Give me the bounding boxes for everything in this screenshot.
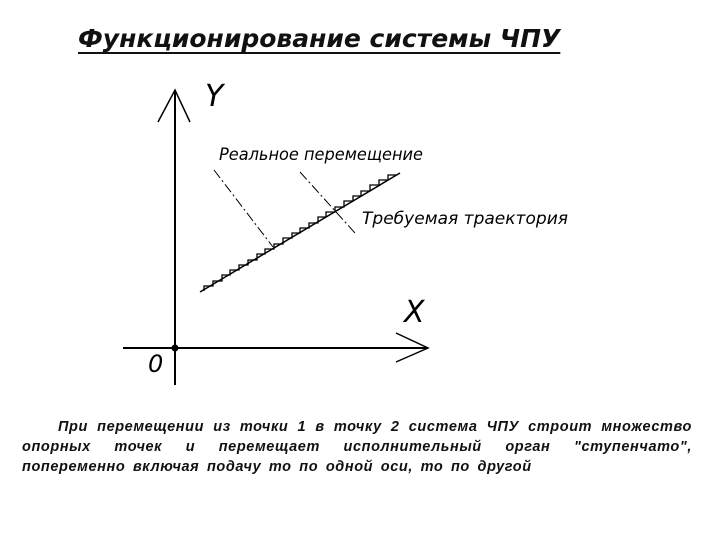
- origin-point: [172, 345, 179, 352]
- label-real-movement: Реальное перемещение: [219, 145, 423, 165]
- axis-y-label: Y: [205, 79, 224, 114]
- description-text: При перемещении из точки 1 в точку 2 система ЧПУ строит множество опорных точек и перемещает исполнительный орган "ступенчато", попеременно включая подачу то по одной оси, то по другой: [22, 419, 692, 475]
- origin-label: 0: [148, 350, 164, 378]
- y-axis: [158, 90, 190, 385]
- label-required-trajectory: Требуемая траектория: [362, 209, 568, 229]
- x-axis: [123, 333, 428, 362]
- leader-real: [214, 170, 273, 247]
- axis-x-label: X: [404, 295, 425, 330]
- slide-title: Функционирование системы ЧПУ: [78, 24, 561, 53]
- leader-required: [300, 172, 355, 233]
